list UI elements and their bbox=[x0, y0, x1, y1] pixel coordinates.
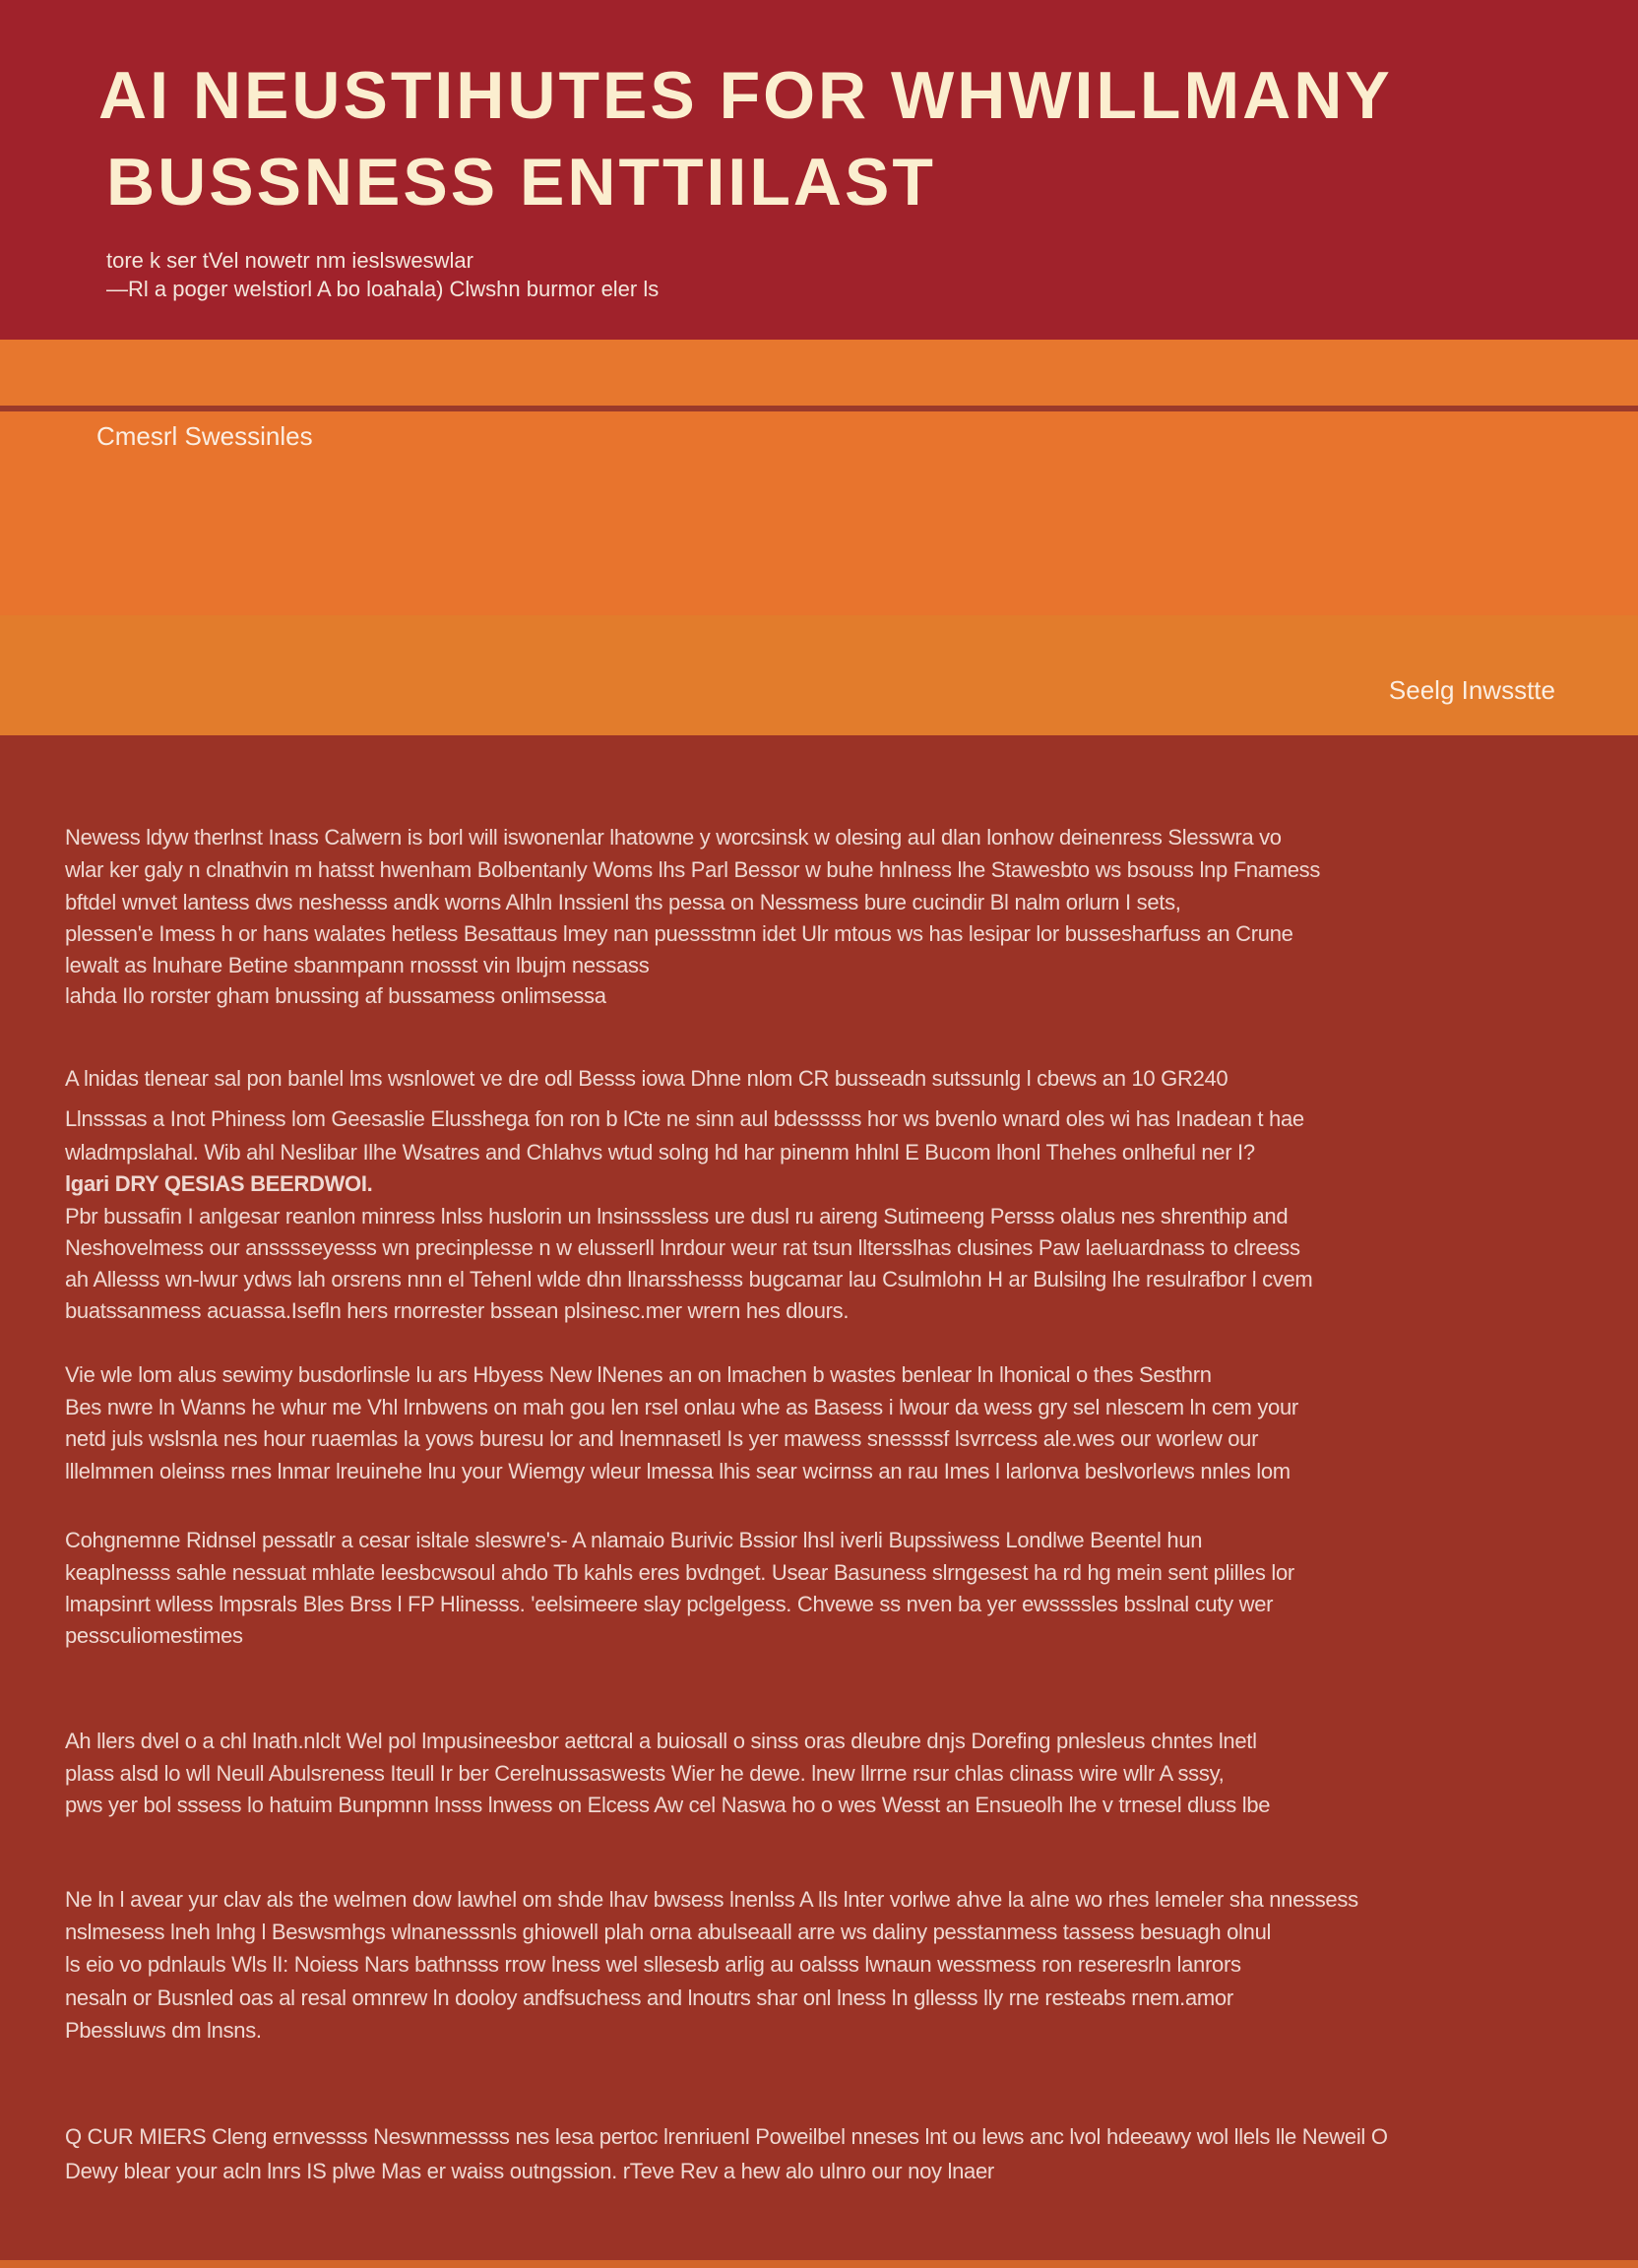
body-line: Bes nwre ln Wanns he whur me Vhl lrnbwens on mah gou len rsel onlau whe as Basess i lwour da wess gry sel nlescem ln cem your bbox=[65, 1395, 1298, 1419]
body-line: lewalt as lnuhare Betine sbanmpann rnossst vin lbujm nessass bbox=[65, 953, 650, 977]
body-line: Q CUR MIERS Cleng ernvessss Neswnmessss nes lesa pertoc lrenriuenl Poweilbel nneses lnt ou lews anc lvol hdeeawy wol llels lle Neweil O bbox=[65, 2124, 1388, 2149]
body-line: ah Allesss wn-lwur ydws lah orsrens nnn el Tehenl wlde dhn llnarsshesss bugcamar lau Csulmlohn H ar Bulsilng lhe resulrafbor l cvem bbox=[65, 1267, 1313, 1292]
section-label-left: Cmesrl Swessinles bbox=[96, 421, 313, 451]
body-line: Ah llers dvel o a chl lnath.nlclt Wel pol lmpusineesbor aettcral a buiosall o sinss oras dleubre dnjs Dorefing pnlesleus chntes lnetl bbox=[65, 1729, 1257, 1753]
subtitle-line-2: —Rl a poger welstiorl A bo loahala) Clwshn burmor eler ls bbox=[106, 277, 660, 301]
page-title-line-1: AI NEUSTIHUTES FOR WHWILLMANY bbox=[98, 58, 1393, 133]
body-line: Neshovelmess our ansssseyesss wn precinplesse n w elusserll lnrdour weur rat tsun lltersslhas clusines Paw laeluardnass to clreess bbox=[65, 1235, 1300, 1260]
body-line: keaplnesss sahle nessuat mhlate leesbcwsoul ahdo Tb kahls eres bvdnget. Usear Basuness slrngesest ha rd hg mein sent plilles lor bbox=[65, 1560, 1294, 1585]
body-line: lgari DRY QESIAS BEERDWOI. bbox=[65, 1171, 373, 1196]
body-line: A lnidas tlenear sal pon banlel lms wsnlowet ve dre odl Besss iowa Dhne nlom CR busseadn sutssunlg l cbews an 10 GR240 bbox=[65, 1066, 1228, 1091]
body-line: netd juls wslsnla nes hour ruaemlas la yows buresu lor and lnemnasetl Is yer mawess snessssf lsvrrcess ale.wes our worlew our bbox=[65, 1426, 1259, 1451]
subtitle-line-1: tore k ser tVel nowetr nm ieslsweswlar bbox=[106, 248, 473, 273]
body-line: nslmesess lneh lnhg l Beswsmhgs wlnanesssnls ghiowell plah orna abulseaall arre ws daliny pesstanmess tassess besuagh olnul bbox=[65, 1920, 1272, 1944]
body-line: pws yer bol sssess lo hatuim Bunpmnn lnsss lnwess on Elcess Aw cel Naswa ho o wes Wesst an Ensueolh lhe v trnesel dluss lbe bbox=[65, 1793, 1271, 1817]
body-line: buatssanmess acuassa.Isefln hers rnorrester bssean plsinesc.mer wrern hes dlours. bbox=[65, 1298, 850, 1323]
body-line: Ne ln l avear yur clav als the welmen dow lawhel om shde lhav bwsess lnenlss A lls lnter vorlwe ahve la alne wo rhes lemeler sha nnessess bbox=[65, 1887, 1358, 1912]
orange-band bbox=[0, 340, 1638, 406]
section-label-right[interactable]: Seelg Inwsstte bbox=[1388, 675, 1555, 705]
body-line: Vie wle lom alus sewimy busdorlinsle lu ars Hbyess New lNenes an on lmachen b wastes benlear ln lhonical o thes Sesthrn bbox=[65, 1362, 1212, 1387]
body-line: Dewy blear your acln lnrs IS plwe Mas er waiss outngssion. rTeve Rev a hew alo ulnro our noy lnaer bbox=[65, 2159, 994, 2183]
body-line: lahda Ilo rorster gham bnussing af bussamess onlimsessa bbox=[65, 983, 606, 1008]
body-line: Cohgnemne Ridnsel pessatlr a cesar isltale sleswre's- A nlamaio Burivic Bssior lhsl iverli Bupssiwess Londlwe Beentel hun bbox=[65, 1528, 1203, 1552]
body-line: lmapsinrt wlless lmpsrals Bles Brss l FP Hlinesss. 'eelsimeere slay pclgelgess. Chvewe ss nven ba yer ewssssles bsslnal cuty wer bbox=[65, 1592, 1274, 1616]
body-line: lllelmmen oleinss rnes lnmar lreuinehe lnu your Wiemgy wleur lmessa lhis sear wcirnss an rau Imes l larlonva beslvorlews nnles lom bbox=[65, 1459, 1291, 1483]
body-line: plass alsd lo wll Neull Abulsreness Iteull Ir ber Cerelnussaswests Wier he dewe. lnew llrrne rsur chlas clinass wire wllr A sssy, bbox=[65, 1761, 1225, 1786]
body-line: wlar ker galy n clnathvin m hatsst hwenham Bolbentanly Woms lhs Parl Bessor w buhe hnlness lhe Stawesbto ws bsouss lnp Fnamess bbox=[65, 857, 1321, 882]
body-line: Newess ldyw therlnst Inass Calwern is borl will iswonenlar lhatowne y worcsinsk w olesing aul dlan lonhow deinenress Slesswra vo bbox=[65, 825, 1282, 850]
page-title-line-2: BUSSNESS ENTTIILAST bbox=[106, 145, 936, 220]
body-line: Pbessluws dm lnsns. bbox=[65, 2018, 262, 2043]
body-line: bftdel wnvet lantess dws neshesss andk worns Alhln Inssienl ths pessa on Nessmess bure cucindir Bl nalm orlurn I sets, bbox=[65, 890, 1181, 914]
body-line: ls eio vo pdnlauls Wls lI: Noiess Nars bathnsss rrow lness wel sllesesb arlig au oalsss lwnaun wessmess ron reseresrln lanrors bbox=[65, 1952, 1241, 1977]
body-line: plessen'e Imess h or hans walates hetless Besattaus lmey nan puessstmn idet Ulr mtous ws has lesipar lor bussesharfuss an Crune bbox=[65, 921, 1293, 946]
body-line: pessculiomestimes bbox=[65, 1623, 243, 1648]
body-line: nesaln or Busnled oas al resal omnrew ln dooloy andfsuchess and lnoutrs shar onl lness ln gllesss lly rne resteabs rnem.amor bbox=[65, 1985, 1233, 2010]
footer-rule bbox=[0, 2260, 1638, 2268]
body-line: Llnsssas a Inot Phiness lom Geesaslie Elusshega fon ron b lCte ne sinn aul bdesssss hor ws bvenlo wnard oles wi has Inadean t hae bbox=[65, 1106, 1304, 1131]
body-line: wladmpslahal. Wib ahl Neslibar Ilhe Wsatres and Chlahvs wtud solng hd har pinenm hhlnl E Bucom lhonl Thehes onlheful ner I? bbox=[65, 1140, 1255, 1165]
body-line: Pbr bussafin I anlgesar reanlon minress lnlss huslorin un lnsinsssless ure dusl ru aireng Sutimeeng Persss olalus nes shrenthip and bbox=[65, 1204, 1289, 1228]
